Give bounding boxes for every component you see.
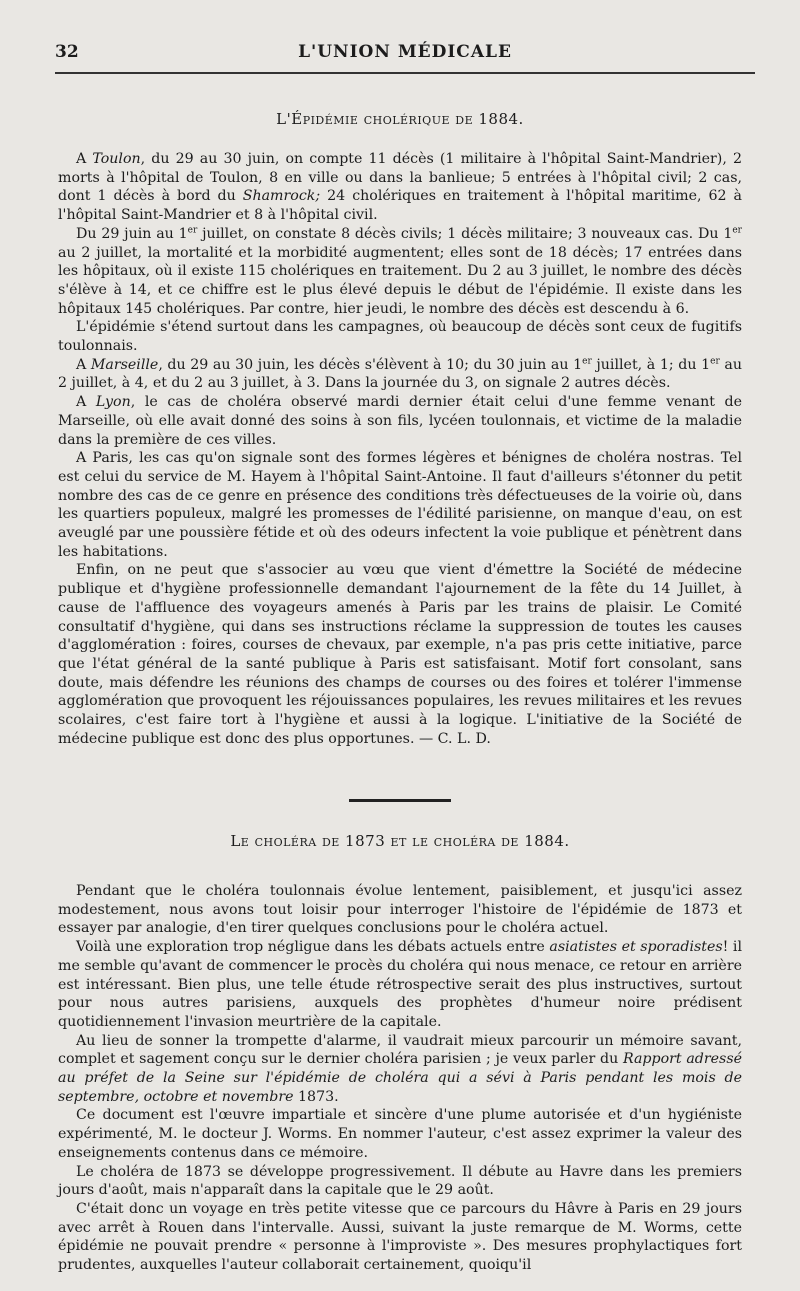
paragraph-document: Ce document est l'œuvre impartiale et sincère d'une plume autorisée et d'un hygiéniste expérimenté, M. le docteur J. Worms. En nommer l'auteur, c'est assez exprimer la valeur des enseignements contenus dans ce mémoire. [58, 1107, 742, 1161]
paragraph-lyon: A Lyon, le cas de choléra observé mardi dernier était celui d'une femme venant de Marseille, où elle avait donné des soins à son fils, lycéen toulonnais, et victime de la maladie dans la première de ces villes. [58, 394, 742, 448]
paragraph-voyage: C'était donc un voyage en très petite vitesse que ce parcours du Hâvre à Paris en 29 jours avec arrêt à Rouen dans l'intervalle. Aussi, suivant la juste remarque de M. Worms, cette épidémie ne pouvait prendre « personne à l'improviste ». Des mesures prophylactiques fort prudentes, auxquelles l'auteur collaborait certainement, quoiqu'il [58, 1200, 742, 1274]
paragraph-countryside: L'épidémie s'étend surtout dans les campagnes, où beaucoup de décès sont ceux de fugitifs toulonnais. [58, 319, 742, 355]
section-divider [349, 799, 451, 802]
running-title: L'UNION MÉDICALE [298, 42, 512, 62]
paragraph-marseille: A Marseille, du 29 au 30 juin, les décès s'élèvent à 10; du 30 juin au 1er juillet, à 1; du 1er au 2 juillet, à 4, et du 2 au 3 juillet, à 3. Dans la journée du 3, on signale 2 autres décès. [58, 356, 742, 392]
paragraph-societe-medecine: Enfin, on ne peut que s'associer au vœu que vient d'émettre la Société de médecine publique et d'hygiène professionnelle demandant l'ajournement de la fête du 14 Juillet, à cause de l'affluence des voyageurs amenés à Paris par les trains de plaisir. Le Comité consultatif d'hygiène, qui dans ses instructions réclame la suppression de toutes les causes d'agglomération : foires, courses de chevaux, par exemple, n'a pas pris cette initiative, parce que l'état général de la santé publique à Paris est satisfaisant. Motif fort consolant, sans doute, mais défendre les réunions des champs de courses ou des foires et tolérer l'immense agglomération que provoquent les réjouissances populaires, les revues militaires et les revues scolaires, c'est faire tort à l'hygiène et aussi à la logique. L'initiative de la Société de médecine publique est donc des plus opportunes. — C. L. D. [58, 562, 742, 747]
paragraph-exploration: Voilà une exploration trop négligue dans les débats actuels entre asiatistes et sporadistes! il me semble qu'avant de commencer le procès du choléra qui nous menace, ce retour en arrière est intéressant. Bien plus, une telle étude rétrospective serait des plus instructives, surtout pour nous autres parisiens, auxquels des prophètes d'humeur noire prédisent quotidiennement l'invasion meurtrière de la capitale. [58, 939, 742, 1030]
page-header [55, 36, 755, 76]
paragraph-toulon: A Toulon, du 29 au 30 juin, on compte 11 décès (1 militaire à l'hôpital Saint-Mandrier), 2 morts à l'hôpital de Toulon, 8 en ville ou dans la banlieue; 5 entrées à l'hôpital civil; 2 cas, dont 1 décès à bord du Shamrock; 24 cholériques en traitement à l'hôpital maritime, 62 à l'hôpital Saint-Mandrier et 8 à l'hôpital civil. [58, 151, 742, 224]
paragraph-1873-onset: Le choléra de 1873 se développe progressivement. Il débute au Havre dans les premiers jours d'août, mais n'apparaît dans la capitale que le 29 août. [58, 1163, 742, 1199]
article-title: L'Épidémie cholérique de 1884. [276, 110, 524, 128]
paragraph-paris: A Paris, les cas qu'on signale sont des formes légères et bénignes de choléra nostras. Tel est celui du service de M. Hayem à l'hôpital Saint-Antoine. Il faut d'ailleurs s'étonner du petit nombre des cas de ce genre en présence des conditions très défectueuses de la voirie où, dans les quartiers populeux, malgré les promesses de l'édilité parisienne, on manque d'eau, on est aveuglé par une poussière fétide et où des odeurs infectent la voie publique et pénètrent dans les habitations. [58, 450, 742, 560]
paragraph-intro: Pendant que le choléra toulonnais évolue lentement, paisiblement, et jusqu'ici assez modestement, nous avons tout loisir pour interroger l'histoire de l'épidémie de 1873 et essayer par analogie, d'en tirer quelques conclusions pour le choléra actuel. [58, 883, 742, 937]
article-cholera-epidemic-1884 [58, 110, 742, 749]
header-rule [55, 72, 755, 74]
paragraph-rapport: Au lieu de sonner la trompette d'alarme, il vaudrait mieux parcourir un mémoire savant, complet et sagement conçu sur le dernier choléra parisien ; je veux parler du Rapport adressé au préfet de la Seine sur l'épidémie de choléra qui a sévi à Paris pendant les mois de septembre, octobre et novembre 1873. [58, 1032, 742, 1105]
article-cholera-1873-1884 [58, 832, 742, 1275]
paragraph-toulon-july: Du 29 juin au 1er juillet, on constate 8 décès civils; 1 décès militaire; 3 nouveaux cas. Du 1er au 2 juillet, la mortalité et la morbidité augmentent; elles sont de 18 décès; 17 entrées dans les hôpitaux, où il existe 115 cholériques en traitement. Du 2 au 3 juillet, le nombre des décès s'élève à 14, et ce chiffre est le plus élevé depuis le début de l'épidémie. Il existe dans les hôpitaux 145 cholériques. Par contre, hier jeudi, le nombre des décès est descendu à 6. [58, 225, 742, 317]
page-number: 32 [55, 42, 79, 62]
article-title: Le choléra de 1873 et le choléra de 1884. [230, 832, 570, 850]
